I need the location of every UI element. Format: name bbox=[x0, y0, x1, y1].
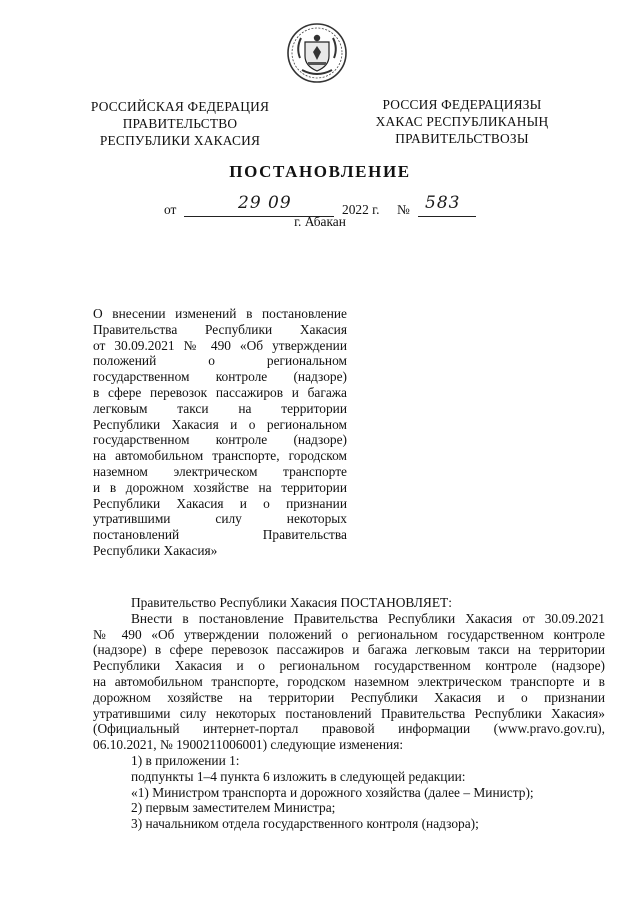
header-left-line: РОССИЙСКАЯ ФЕДЕРАЦИЯ bbox=[90, 99, 270, 114]
header-right-line: РОССИЯ ФЕДЕРАЦИЯЗЫ bbox=[382, 97, 542, 112]
body-line: (Официальный интернет-портал правовой информации (www.pravo.gov.ru), bbox=[93, 721, 605, 737]
subject-line: утратившими силу некоторых bbox=[93, 511, 347, 527]
subject-line: Республики Хакасия» bbox=[93, 542, 218, 558]
header-left-line: РЕСПУБЛИКИ ХАКАСИЯ bbox=[99, 133, 261, 148]
body-line: 2) первым заместителем Министра; bbox=[131, 800, 336, 816]
subject-line: Республики Хакасия и о признании bbox=[93, 495, 347, 511]
subject-line: и в дорожном хозяйстве на территории bbox=[93, 479, 347, 495]
number-sign: № bbox=[397, 202, 410, 217]
subject-line: Республики Хакасия и о региональном bbox=[93, 416, 347, 432]
handwritten-date: 29 09 bbox=[238, 193, 292, 213]
city-label: г. Абакан bbox=[294, 214, 346, 229]
body-line: дорожном хозяйстве на территории Республики Хакасия и о признании bbox=[93, 689, 605, 705]
body-line: Республики Хакасия и о региональном государственном контроле (надзоре) bbox=[93, 658, 605, 674]
header-left-line: ПРАВИТЕЛЬСТВО bbox=[122, 116, 238, 131]
body-line: на автомобильном транспорте, городском наземном электрическом транспорте и в bbox=[93, 673, 605, 689]
subject-line: О внесении изменений в постановление bbox=[93, 306, 347, 321]
body-line: 1) в приложении 1: bbox=[131, 752, 240, 768]
body-line: Внести в постановление Правительства Республики Хакасия от 30.09.2021 bbox=[131, 610, 605, 626]
handwritten-number: 583 bbox=[425, 193, 461, 213]
subject-line: положений о региональном bbox=[93, 353, 347, 369]
body-line: Правительство Республики Хакасия ПОСТАНОВЛЯЕТ: bbox=[131, 595, 452, 610]
subject-line: легковым такси на территории bbox=[93, 400, 347, 416]
body-line: 3) начальником отдела государственного контроля (надзора); bbox=[131, 816, 479, 832]
body-text bbox=[93, 595, 605, 832]
subject-block bbox=[93, 306, 347, 559]
body-line: «1) Министром транспорта и дорожного хозяйства (далее – Министр); bbox=[131, 784, 534, 800]
header-right bbox=[352, 96, 572, 147]
body-line: (надзоре) в сфере перевозок пассажиров и багажа легковым такси на территории bbox=[93, 642, 605, 658]
body-line: 06.10.2021, № 1900211006001) следующие изменения: bbox=[93, 737, 404, 753]
subject-line: в сфере перевозок пассажиров и багажа bbox=[93, 384, 347, 400]
subject-line: на автомобильном транспорте, городском bbox=[93, 448, 347, 464]
header-left bbox=[70, 98, 290, 149]
document-title: ПОСТАНОВЛЕНИЕ bbox=[229, 162, 411, 181]
body-line: подпункты 1–4 пункта 6 изложить в следующей редакции: bbox=[131, 768, 466, 784]
subject-line: Правительства Республики Хакасия bbox=[93, 321, 347, 337]
body-line: № 490 «Об утверждении положений о региональном государственном контроле bbox=[93, 626, 605, 642]
subject-line: от 30.09.2021 № 490 «Об утверждении bbox=[93, 337, 347, 353]
subject-line: наземном электрическом транспорте bbox=[93, 463, 347, 479]
subject-line: постановлений Правительства bbox=[93, 527, 347, 543]
subject-line: государственном контроле (надзоре) bbox=[93, 432, 347, 448]
body-line: утратившими силу некоторых постановлений Правительства Республики Хакасия» bbox=[93, 705, 605, 721]
date-prefix: от bbox=[164, 202, 177, 217]
header-right-line: ПРАВИТЕЛЬСТВОЗЫ bbox=[395, 131, 529, 146]
subject-line: государственном контроле (надзоре) bbox=[93, 369, 347, 385]
header-right-line: ХАКАС РЕСПУБЛИКАНЫҢ bbox=[375, 114, 549, 129]
date-year: 2022 г. bbox=[342, 202, 380, 217]
coat-of-arms-emblem bbox=[286, 22, 348, 84]
